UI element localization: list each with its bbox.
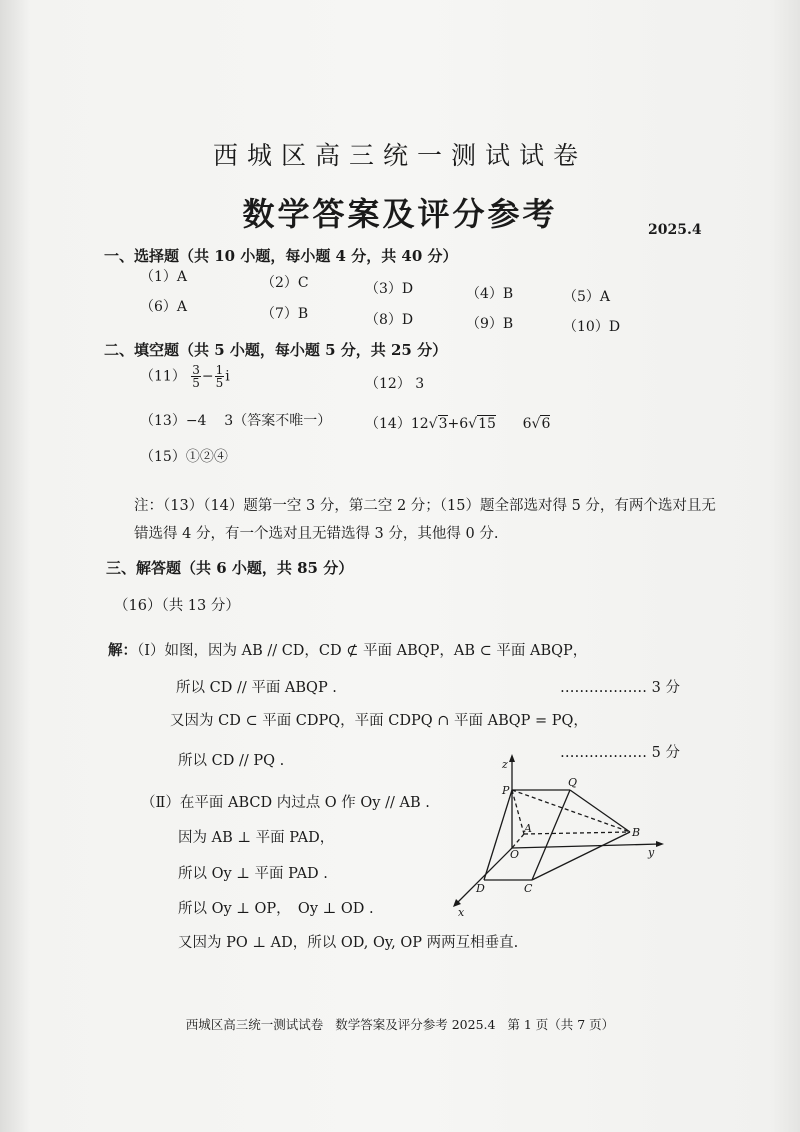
score-mark-5: ……………… 5 分: [560, 745, 680, 761]
exam-date: 2025.4: [648, 222, 702, 238]
scoring-note-line-1: 注：（13）（14）题第一空 3 分，第二空 2 分；（15）题全部选对得 5 分，有两个选对且无: [134, 498, 716, 514]
solution-part-2-line-3: 所以 Oy ⊥ 平面 PAD .: [178, 866, 328, 882]
solution-part-2-line-4: 所以 Oy ⊥ OP， Oy ⊥ OD .: [178, 901, 374, 917]
answer-6: （6）A: [140, 299, 188, 315]
edge-CB: [532, 832, 630, 880]
answer-3: （3）D: [365, 281, 414, 297]
label-A: A: [524, 822, 532, 835]
section-3-heading: 三、解答题（共 6 小题，共 85 分）: [106, 559, 354, 577]
edge-QB: [570, 790, 630, 832]
answer-10: （10）D: [563, 319, 621, 335]
y-axis-arrow: [656, 841, 664, 847]
label-C: C: [524, 882, 533, 895]
edge-QC: [532, 790, 570, 880]
label-z: z: [502, 758, 508, 771]
solution-part-1-line-3: 又因为 CD ⊂ 平面 CDPQ，平面 CDPQ ∩ 平面 ABQP = PQ，: [170, 713, 588, 729]
label-B: B: [632, 826, 641, 839]
solution-part-2-line-5: 又因为 PO ⊥ AD，所以 OD, Oy, OP 两两互相垂直.: [178, 935, 519, 951]
y-axis: [512, 844, 660, 848]
answer-9: （9）B: [466, 316, 514, 332]
label-P: P: [502, 784, 510, 797]
label-O: O: [510, 848, 520, 861]
solution-part-2-line-2: 因为 AB ⊥ 平面 PAD，: [178, 830, 335, 846]
answer-12: （12） 3: [365, 376, 425, 392]
fraction-3-5: $\frac{3}{5}$: [192, 363, 200, 390]
section-2-heading: 二、填空题（共 5 小题，每小题 5 分，共 25 分）: [104, 341, 448, 359]
answer-2: （2）C: [261, 275, 309, 291]
answer-15: （15）①②④: [140, 449, 228, 465]
solution-part-1-line-1: 解：（Ⅰ）如图，因为 AB // CD，CD ⊄ 平面 ABQP，AB ⊂ 平面 ABQP，: [108, 642, 588, 659]
solution-part-2-line-1: （Ⅱ）在平面 ABCD 内过点 O 作 Oy // AB .: [141, 795, 430, 811]
edge-PA: [512, 790, 524, 834]
fraction-1-5: $\frac{1}{5}$: [215, 363, 224, 390]
answer-5: （5）A: [563, 289, 611, 305]
label-D: D: [476, 882, 485, 895]
edge-AO: [512, 834, 524, 848]
answer-key-title: 数学答案及评分参考: [242, 195, 558, 233]
z-axis-arrow: [509, 754, 515, 762]
section-1-heading: 一、选择题（共 10 小题，每小题 4 分，共 40 分）: [104, 247, 458, 265]
answer-1: （1）A: [140, 269, 188, 285]
question-16-header: （16）（共 13 分）: [114, 598, 240, 614]
answer-4: （4）B: [466, 286, 514, 302]
geometry-figure: [440, 752, 670, 922]
solution-part-1-line-4: 所以 CD // PQ .: [178, 753, 285, 769]
answer-14: （14）12√3+6√15 6√6: [365, 416, 551, 432]
answer-8: （8）D: [365, 312, 414, 328]
label-Q: Q: [568, 776, 578, 789]
label-x: x: [458, 906, 465, 919]
exam-title: 西城区高三统一测试试卷: [212, 141, 587, 170]
page-footer: 西城区高三统一测试试卷 数学答案及评分参考 2025.4 第 1 页（共 7 页）: [185, 1017, 615, 1032]
edge-PD: [484, 790, 512, 880]
answer-7: （7）B: [261, 306, 309, 322]
edge-AB: [524, 832, 630, 834]
score-mark-3: ……………… 3 分: [560, 680, 680, 696]
answer-11: （11） $\frac{3}{5}$ − $\frac{1}{5}$ i: [140, 363, 230, 390]
scoring-note-line-2: 错选得 4 分，有一个选对且无错选得 3 分，其他得 0 分.: [134, 526, 499, 542]
solution-part-1-line-2: 所以 CD // 平面 ABQP .: [176, 680, 337, 696]
x-axis: [456, 848, 512, 904]
label-y: y: [648, 846, 655, 859]
answer-13: （13）−4 3（答案不唯一）: [140, 413, 332, 429]
